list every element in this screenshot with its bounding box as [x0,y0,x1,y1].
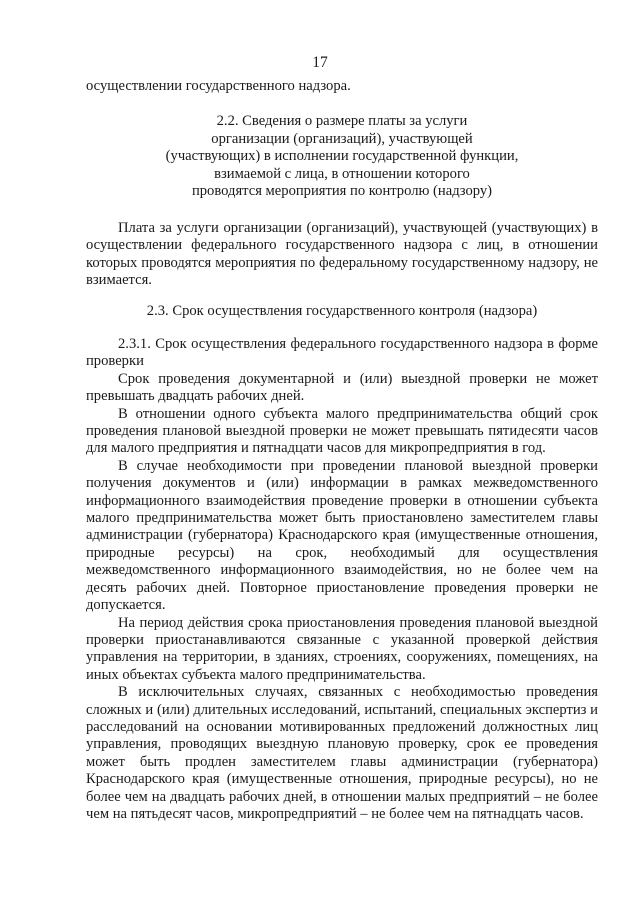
paragraph: В отношении одного субъекта малого предпринимательства общий срок проведения плановой выездной проверки не может превышать пятидесяти часов для малого предприятия и пятнадцати часов для микропредприятия в год. [86,405,598,457]
heading-line: взимаемой с лица, в отношении которого [214,165,470,182]
section-2-3-heading [86,303,598,321]
paragraph: В исключительных случаях, связанных с необходимостью проведения сложных и (или) длительных исследований, испытаний, специальных экспертиз и расследований на основании мотивированных предложений должностных лиц управления, проводящих выездную плановую проверку, срок ее проведения может быть продлен заместителем главы администрации (губернатора) Краснодарского края (имущественные отношения, природные ресурсы), но не более чем на двадцать рабочих дней, в отношении малых предприятий – не более чем на пятьдесят часов, микропредприятий – не более чем на пятнадцать часов. [86,684,598,822]
paragraph: Плата за услуги организации (организаций), участвующей (участвующих) в осуществлении федерального государственного надзора с лиц, в отношении которых проводятся мероприятия по федеральному государственному надзору, не взимается. [86,220,598,289]
section-2-2-body [86,220,598,290]
page-number: 17 [312,54,328,71]
continuation-line [86,78,598,95]
paragraph: На период действия срока приостановления проведения плановой выездной проверки приостанавливаются связанные с указанной проверкой действия управления на территории, в зданиях, строениях, сооружениях, помещениях, на иных объектах субъекта малого предпринимательства. [86,614,598,683]
heading-line: 2.3. Срок осуществления государственного контроля (надзора) [146,303,538,319]
paragraph: В случае необходимости при проведении плановой выездной проверки получения документов и (или) информации в рамках межведомственного информационного взаимодействия проведение проверки в отношении субъекта малого предпринимательства может быть приостановлено заместителем главы администрации (губернатора) Краснодарского края (имущественные отношения, природные ресурсы) на срок, необходимый для осуществления межведомственного информационного взаимодействия, но не более чем на десять рабочих дней. Повторное приостановление проведения проверки не допускается. [86,457,598,614]
paragraph: Срок проведения документарной и (или) выездной проверки не может превышать двадцать рабочих дней. [86,370,598,405]
paragraph: 2.3.1. Срок осуществления федерального государственного надзора в форме проверки [86,336,598,370]
heading-line: проводятся мероприятия по контролю (надзору) [191,183,493,200]
continuation-text: осуществлении государственного надзора. [86,78,351,94]
heading-line: (участвующих) в исполнении государственной функции, [165,148,519,165]
heading-line: организации (организаций), участвующей [211,130,473,147]
section-2-3-body [86,336,598,823]
heading-line: 2.2. Сведения о размере платы за услуги [216,113,468,129]
section-2-2-heading [86,113,598,201]
